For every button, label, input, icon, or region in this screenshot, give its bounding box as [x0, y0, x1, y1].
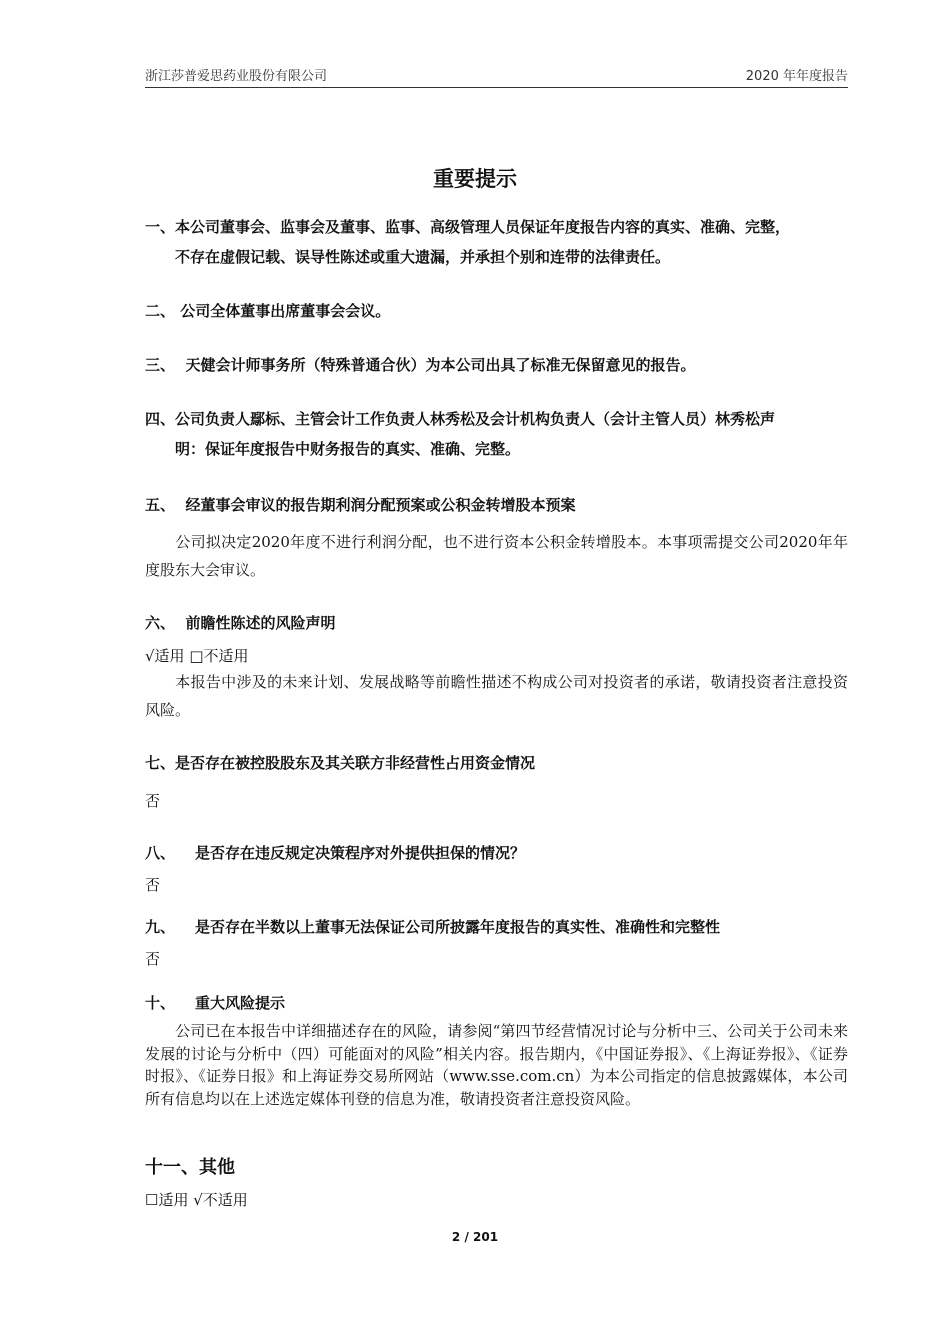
section-2-number: 二、 [145, 302, 176, 320]
section-7-answer: 否 [145, 792, 161, 810]
section-6-applicable: √适用 □不适用 [145, 647, 249, 665]
section-9-heading [145, 912, 855, 942]
section-6-body-text: 本报告中涉及的未来计划、发展战略等前瞻性描述不构成公司对投资者的承诺，敬请投资者注意投资风险。 [145, 673, 848, 719]
section-7-text: 是否存在被控股股东及其关联方非经营性占用资金情况 [175, 754, 536, 772]
section-1-line1: 本公司董事会、监事会及董事、监事、高级管理人员保证年度报告内容的真实、准确、完整， [175, 218, 791, 236]
section-8-text: 是否存在违反规定决策程序对外提供担保的情况？ [195, 844, 526, 862]
section-3-text: 天健会计师事务所（特殊普通合伙）为本公司出具了标准无保留意见的报告。 [185, 356, 696, 374]
section-1-number: 一、 [145, 218, 176, 236]
section-2-text: 公司全体董事出席董事会会议。 [180, 302, 391, 320]
section-6-number: 六、 [145, 614, 176, 632]
section-3-number: 三、 [145, 356, 176, 374]
section-5-body-text: 公司拟决定2020年度不进行利润分配，也不进行资本公积金转增股本。本事项需提交公司2020年年度股东大会审议。 [145, 533, 848, 579]
section-11-number: 十一、 [145, 1157, 199, 1178]
header-company: 浙江莎普爱思药业股份有限公司 [145, 69, 328, 84]
section-6-text: 前瞻性陈述的风险声明 [185, 614, 336, 632]
section-4-line2: 明：保证年度报告中财务报告的真实、准确、完整。 [175, 440, 521, 458]
section-5-heading [145, 490, 855, 520]
section-2 [145, 296, 855, 326]
section-4 [145, 404, 855, 464]
section-3 [145, 350, 855, 380]
section-10-body-text: 公司已在本报告中详细描述存在的风险，请参阅“第四节经营情况讨论与分析中三、公司关于公司未来发展的讨论与分析中（四）可能面对的风险”相关内容。报告期内，《中国证券报》、《上海证券报》、《证券时报》、《证券日报》和上海证券交易所网站（www.sse.com.cn）为本公司指定的信息披露媒体，本公司所有信息均以在上述选定媒体刊登的信息为准，敬请投资者注意投资风险。 [145, 1022, 848, 1108]
section-6-heading [145, 608, 855, 638]
page-number: 2 / 201 [451, 1230, 499, 1244]
section-4-number: 四、 [145, 410, 176, 428]
section-11-applicable: ☐适用 √不适用 [145, 1191, 248, 1209]
section-10-text: 重大风险提示 [195, 994, 286, 1012]
section-8-number: 八、 [145, 844, 176, 862]
section-11-heading [145, 1153, 235, 1179]
section-10-number: 十、 [145, 994, 176, 1012]
page-header [145, 60, 848, 88]
header-report: 2020 年年度报告 [745, 69, 848, 84]
section-9-answer: 否 [145, 950, 161, 968]
section-6-body [145, 668, 848, 724]
section-8-answer: 否 [145, 876, 161, 894]
section-1 [145, 212, 855, 272]
section-9-number: 九、 [145, 918, 176, 936]
section-7-number: 七、 [145, 754, 176, 772]
section-11-text: 其他 [199, 1157, 235, 1178]
section-5-body [145, 528, 848, 584]
section-10-heading [145, 988, 855, 1018]
section-10-body [145, 1020, 848, 1110]
section-5-text: 经董事会审议的报告期利润分配预案或公积金转增股本预案 [185, 496, 576, 514]
section-7-heading [145, 748, 855, 778]
section-8-heading [145, 838, 855, 868]
section-5-number: 五、 [145, 496, 176, 514]
section-9-text: 是否存在半数以上董事无法保证公司所披露年度报告的真实性、准确性和完整性 [195, 918, 721, 936]
section-1-line2: 不存在虚假记载、误导性陈述或重大遗漏，并承担个别和连带的法律责任。 [175, 248, 671, 266]
section-4-line1: 公司负责人鄢标、主管会计工作负责人林秀松及会计机构负责人（会计主管人员）林秀松声 [175, 410, 776, 428]
page-title: 重要提示 [433, 167, 517, 191]
